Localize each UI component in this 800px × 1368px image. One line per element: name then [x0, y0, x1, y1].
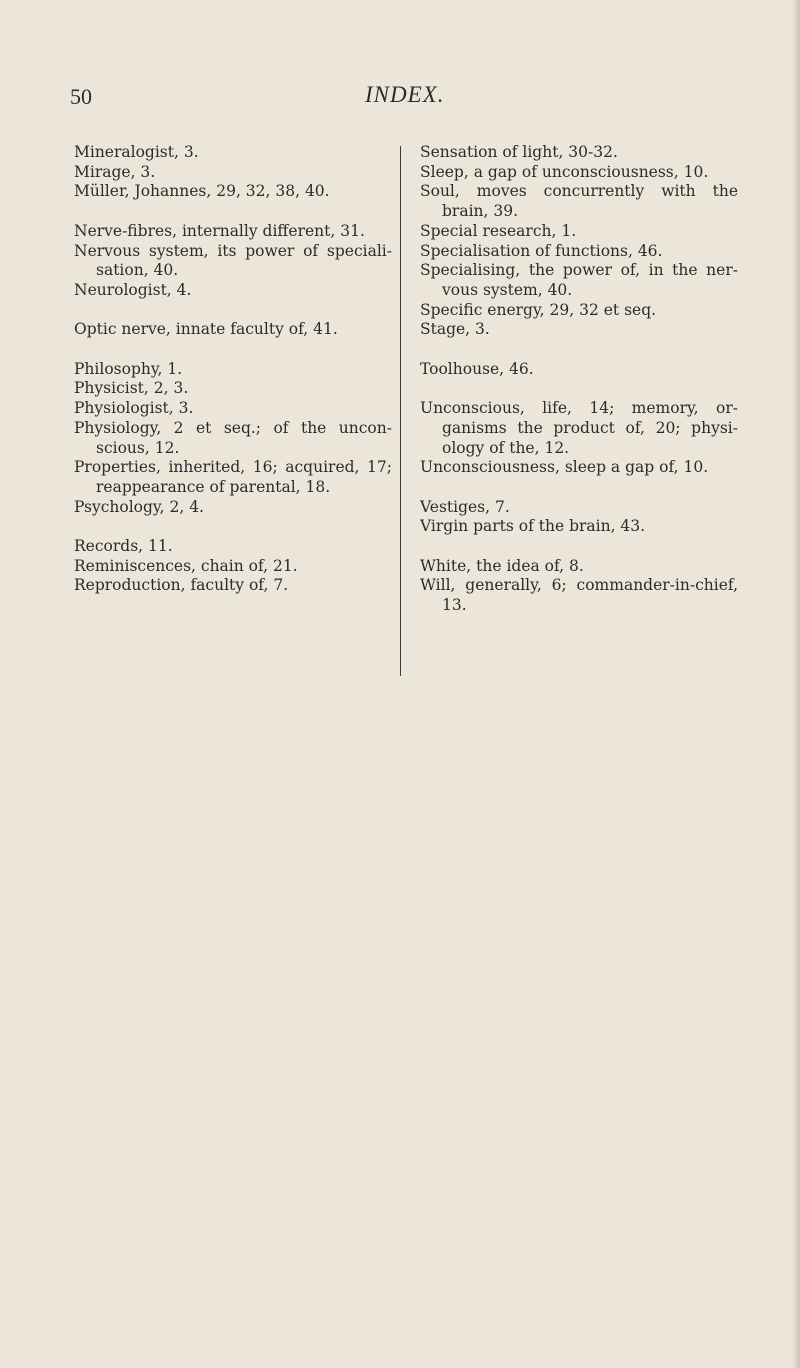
index-entry: Physiology, 2 et seq.; of the unconscious, 12.: [74, 418, 392, 457]
index-entry: Optic nerve, innate faculty of, 41.: [74, 320, 338, 339]
index-right-column: [420, 143, 738, 636]
index-entry: Philosophy, 1.: [74, 359, 183, 378]
index-group: [74, 143, 392, 202]
index-entry: Unconscious, life, 14; memory, organisms the product of, 20; physiology of the, 12.: [420, 399, 738, 457]
index-group: [420, 360, 738, 380]
index-group: [74, 320, 392, 340]
index-entry: Sleep, a gap of unconsciousness, 10.: [420, 162, 709, 181]
column-divider: [400, 146, 401, 676]
index-left-column: [74, 143, 392, 616]
index-entry: Toolhouse, 46.: [420, 359, 534, 378]
page-edge-shadow: [792, 0, 800, 1368]
index-entry: Will, generally, 6; commander-in-chief, 13.: [420, 576, 738, 615]
index-entry: Virgin parts of the brain, 43.: [420, 517, 646, 536]
index-group: [420, 143, 738, 340]
index-group: [74, 360, 392, 518]
index-entry: Sensation of light, 30-32.: [420, 143, 618, 161]
index-entry: Special research, 1.: [420, 221, 577, 240]
index-entry: Physicist, 2, 3.: [74, 379, 189, 398]
index-group: [420, 399, 738, 478]
index-entry: Nerve-fibres, internally different, 31.: [74, 221, 365, 240]
index-entry: Specialisation of functions, 46.: [420, 241, 663, 260]
page-number: 50: [70, 84, 92, 109]
index-entry: Nervous system, its power of specialisation, 40.: [74, 241, 392, 280]
index-entry: White, the idea of, 8.: [420, 556, 584, 575]
index-entry: Unconsciousness, sleep a gap of, 10.: [420, 458, 709, 477]
index-group: [420, 557, 738, 616]
index-entry: Physiologist, 3.: [74, 399, 194, 418]
index-group: [420, 498, 738, 537]
index-entry: Records, 11.: [74, 537, 173, 555]
index-entry: Specific energy, 29, 32 et seq.: [420, 300, 657, 319]
index-entry: Soul, moves concurrently with the brain, 39.: [420, 182, 738, 221]
running-head: INDEX.: [365, 82, 445, 107]
index-entry: Properties, inherited, 16; acquired, 17; reappearance of parental, 18.: [74, 458, 392, 496]
index-group: [74, 222, 392, 301]
index-group: [74, 537, 392, 596]
index-entry: Müller, Johannes, 29, 32, 38, 40.: [74, 182, 330, 201]
index-entry: Reproduction, faculty of, 7.: [74, 576, 289, 595]
index-entry: Psychology, 2, 4.: [74, 497, 204, 516]
index-entry: Neurologist, 4.: [74, 280, 192, 299]
index-entry: Stage, 3.: [420, 320, 490, 339]
index-entry: Mineralogist, 3.: [74, 143, 199, 161]
index-entry: Mirage, 3.: [74, 162, 156, 181]
index-entry: Vestiges, 7.: [420, 497, 510, 516]
index-entry: Reminiscences, chain of, 21.: [74, 556, 298, 575]
index-entry: Specialising, the power of, in the nervous system, 40.: [420, 261, 738, 299]
